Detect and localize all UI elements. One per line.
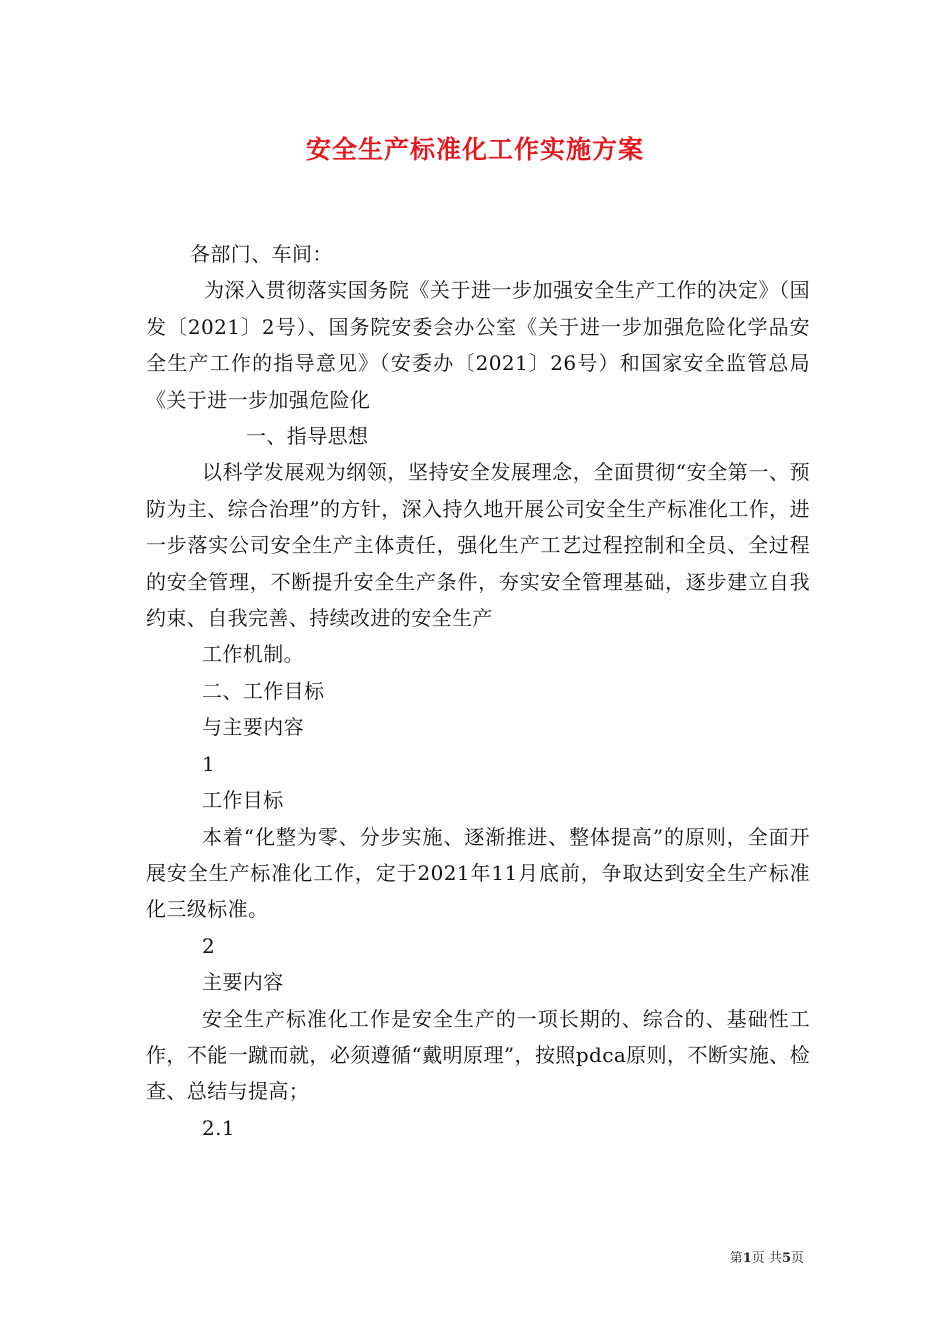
paragraph-guiding-ideology: 以科学发展观为纲领，坚持安全发展理念，全面贯彻“安全第一、预防为主、综合治理”的方针，深入持久地开展公司安全生产标准化工作，进一步落实公司安全生产主体责任，强化生产工艺过程控制和全员、全过程的安全管理，不断提升安全生产条件，夯实安全管理基础，逐步建立自我约束、自我完善、持续改进的安全生产 — [146, 460, 810, 631]
document-body — [146, 236, 810, 1146]
paragraph-goal: 本着“化整为零、分步实施、逐渐推进、整体提高”的原则，全面开展安全生产标准化工作，定于2021年11月底前，争取达到安全生产标准化三级标准。 — [146, 824, 810, 922]
paragraph-intro: 为深入贯彻落实国务院《关于进一步加强安全生产工作的决定》（国发〔2021〕2号）、国务院安委会办公室《关于进一步加强危险化学品安全生产工作的指导意见》（安委办〔2021〕26号）和国家安全监管总局《关于进一步加强危险化 — [146, 278, 810, 412]
greeting: 各部门、车间： — [190, 242, 333, 266]
footer-total-pages: 5 — [781, 1251, 791, 1266]
heading-goal: 工作目标 — [202, 788, 284, 813]
document-title: 安全生产标准化工作实施方案 — [305, 135, 644, 164]
paragraph-main-content: 安全生产标准化工作是安全生产的一项长期的、综合的、基础性工作，不能一蹴而就，必须遵循“戴明原理”，按照pdca原则，不断实施、检查、总结与提高； — [146, 1006, 810, 1104]
heading-main-content-continued: 与主要内容 — [202, 715, 304, 740]
footer-page-number: 1 — [742, 1251, 752, 1266]
heading-work-goals: 二、工作目标 — [202, 678, 325, 703]
section-number-2: 2 — [202, 933, 216, 958]
footer-prefix: 第 — [729, 1251, 743, 1266]
heading-guiding-ideology: 一、指导思想 — [246, 424, 369, 449]
section-number-2-1: 2.1 — [202, 1115, 236, 1140]
footer-middle: 页 共 — [751, 1251, 782, 1266]
footer-suffix: 页 — [790, 1251, 804, 1266]
page-footer — [730, 1247, 804, 1266]
heading-main-content: 主要内容 — [202, 970, 284, 995]
paragraph-guiding-ideology-end: 工作机制。 — [202, 642, 304, 667]
section-number-1: 1 — [202, 751, 216, 776]
